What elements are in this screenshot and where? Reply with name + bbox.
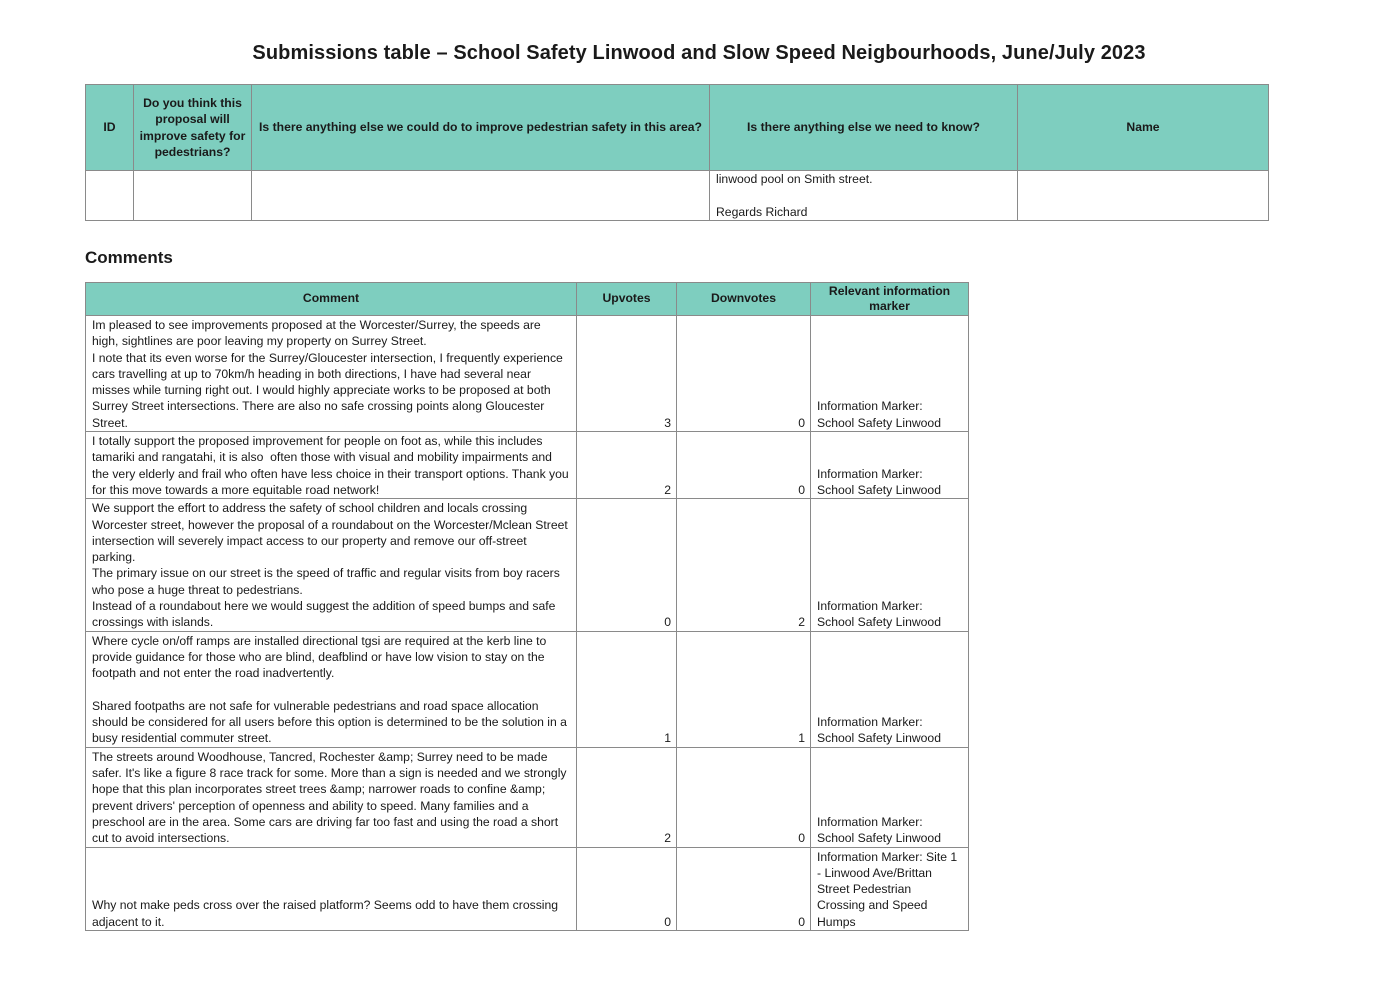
comment-downvotes: 1	[677, 631, 811, 747]
comment-upvotes: 3	[577, 316, 677, 432]
submission-name	[1018, 171, 1269, 221]
header-improve-safety: Do you think this proposal will improve safety for pedestrians?	[134, 85, 252, 171]
submission-improve-safety	[134, 171, 252, 221]
comment-row	[86, 847, 969, 930]
comment-downvotes: 0	[677, 747, 811, 847]
need-to-know-line: linwood pool on Smith street.	[716, 172, 873, 186]
comment-downvotes: 0	[677, 432, 811, 499]
comment-text: Where cycle on/off ramps are installed directional tgsi are required at the kerb line to provide guidance for those who are blind, deafblind or have low vision to stay on the footpath and not enter the road inadvertently. Shared footpaths are not safe for vulnerable pedestrians and road space allocation should be considered for all users before this option is determined to be the solution in a busy residential commuter street.	[86, 631, 577, 747]
submissions-header-row	[86, 85, 1269, 171]
page-title: Submissions table – School Safety Linwood and Slow Speed Neigbourhoods, June/July 2023	[252, 42, 1146, 64]
comment-text: I totally support the proposed improvement for people on foot as, while this includes tamariki and rangatahi, it is also often those with visual and mobility impairments and the very elderly and frail who often have less choice in their transport options. Thank you for this move towards a more equitable road network!	[86, 432, 577, 499]
comment-marker: Information Marker: School Safety Linwood	[811, 316, 969, 432]
comment-upvotes: 0	[577, 499, 677, 631]
submissions-table	[85, 84, 1269, 221]
header-anything-else-improve: Is there anything else we could do to improve pedestrian safety in this area?	[252, 85, 710, 171]
comment-downvotes: 2	[677, 499, 811, 631]
comment-downvotes: 0	[677, 316, 811, 432]
need-to-know-signoff: Regards Richard	[716, 204, 808, 219]
comment-row	[86, 432, 969, 499]
comment-text: Im pleased to see improvements proposed at the Worcester/Surrey, the speeds are high, sightlines are poor leaving my property on Surrey Street. I note that its even worse for the Surrey/Gloucester intersection, I frequently experience cars travelling at up to 70km/h heading in both directions, I have had several near misses while turning right out. I would highly appreciate works to be proposed at both Surrey Street intersections. There are also no safe crossing points along Gloucester Street.	[86, 316, 577, 432]
submission-id	[86, 171, 134, 221]
comment-marker: Information Marker: School Safety Linwood	[811, 432, 969, 499]
comments-heading: Comments	[85, 248, 173, 267]
comment-row	[86, 499, 969, 631]
comment-upvotes: 2	[577, 747, 677, 847]
header-id: ID	[86, 85, 134, 171]
comment-marker: Information Marker: School Safety Linwood	[811, 631, 969, 747]
comments-table	[85, 282, 969, 931]
comment-row	[86, 631, 969, 747]
comment-marker: Information Marker: School Safety Linwood	[811, 499, 969, 631]
comment-row	[86, 747, 969, 847]
header-upvotes: Upvotes	[577, 283, 677, 316]
comment-text: The streets around Woodhouse, Tancred, Rochester &amp; Surrey need to be made safer. It's like a figure 8 race track for some. More than a sign is needed and we strongly hope that this plan incorporates street trees &amp; narrower roads to confine &amp; prevent drivers' perception of openness and ability to speed. Many families and a preschool are in the area. Some cars are driving far too fast and using the road a short cut to avoid intersections.	[86, 747, 577, 847]
comment-marker: Information Marker: School Safety Linwood	[811, 747, 969, 847]
comment-upvotes: 2	[577, 432, 677, 499]
comment-text: Why not make peds cross over the raised platform? Seems odd to have them crossing adjacent to it.	[86, 847, 577, 930]
submission-need-to-know	[710, 171, 1018, 221]
header-name: Name	[1018, 85, 1269, 171]
submission-anything-else-improve	[252, 171, 710, 221]
header-need-to-know: Is there anything else we need to know?	[710, 85, 1018, 171]
header-comment: Comment	[86, 283, 577, 316]
comment-marker: Information Marker: Site 1 - Linwood Ave/Brittan Street Pedestrian Crossing and Speed Humps	[811, 847, 969, 930]
comment-downvotes: 0	[677, 847, 811, 930]
comment-row	[86, 316, 969, 432]
need-to-know-blank-line	[716, 187, 1011, 203]
header-marker: Relevant information marker	[811, 283, 969, 316]
header-downvotes: Downvotes	[677, 283, 811, 316]
comments-header-row	[86, 283, 969, 316]
comment-text: We support the effort to address the safety of school children and locals crossing Worcester street, however the proposal of a roundabout on the Worcester/Mclean Street intersection will severely impact access to our property and remove our off-street parking. The primary issue on our street is the speed of traffic and regular visits from boy racers who pose a huge threat to pedestrians. Instead of a roundabout here we would suggest the addition of speed bumps and safe crossings with islands.	[86, 499, 577, 631]
comment-upvotes: 0	[577, 847, 677, 930]
submission-row	[86, 171, 1269, 221]
comment-upvotes: 1	[577, 631, 677, 747]
